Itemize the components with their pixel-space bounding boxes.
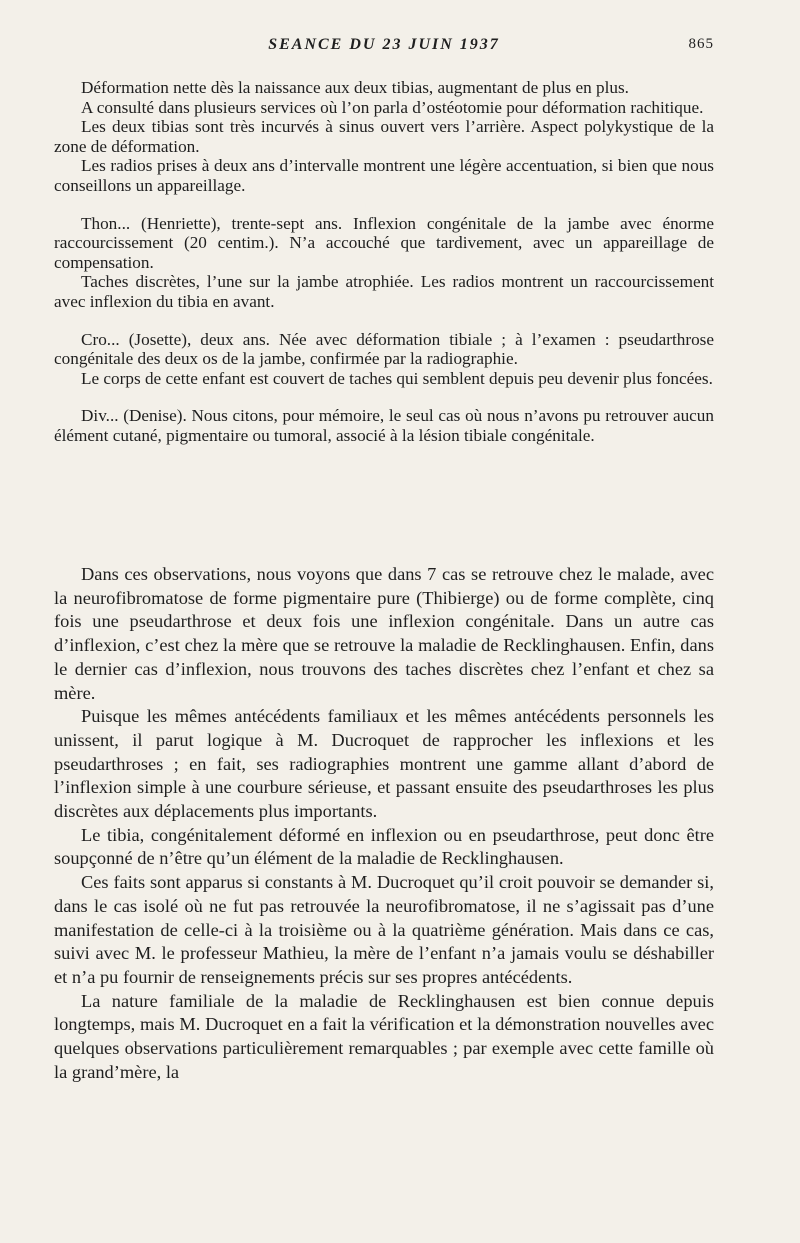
- case-4-paragraph-1: Div... (Denise). Nous citons, pour mémoire, le seul cas où nous n’avons pu retrouver aucun élément cutané, pigmentaire ou tumoral, associé à la lésion tibiale congénitale.: [54, 406, 714, 445]
- body-paragraph-1: Dans ces observations, nous voyons que dans 7 cas se retrouve chez le malade, avec la neurofibromatose de forme pigmentaire pure (Thibierge) ou de forme complète, cinq fois une pseudarthrose et deux fois une inflexion congénitale. Dans un autre cas d’inflexion, c’est chez la mère que se retrouve la maladie de Recklinghausen. Enfin, dans le dernier cas d’inflexion, nous trouvons des taches discrètes chez l’enfant et chez sa mère.: [54, 564, 714, 703]
- case-2-paragraph-2: Taches discrètes, l’une sur la jambe atrophiée. Les radios montrent un raccourcissement avec inflexion du tibia en avant.: [54, 272, 714, 311]
- case-1: [54, 78, 714, 196]
- page-number: 865: [688, 36, 714, 52]
- body-paragraph-4: Ces faits sont apparus si constants à M. Ducroquet qu’il croit pouvoir se demander si, dans le cas isolé où ne fut pas retrouvée la neurofibromatose, il ne s’agissait pas d’une manifestation de celle-ci à la troisième ou à la quatrième génération. Mais dans ce cas, suivi avec M. le professeur Mathieu, la mère de l’enfant n’a jamais voulu se déshabiller et n’a pu fournir de renseignements précis sur ses propres antécédents.: [54, 872, 714, 987]
- case-4: [54, 406, 714, 445]
- case-1-paragraph-1: Déformation nette dès la naissance aux deux tibias, augmentant de plus en plus.: [81, 78, 629, 97]
- case-3-paragraph-1: Cro... (Josette), deux ans. Née avec déformation tibiale ; à l’examen : pseudarthrose congénitale des deux os de la jambe, confirmée par la radiographie.: [54, 329, 714, 369]
- case-3: [54, 330, 714, 389]
- case-3-paragraph-2: Le corps de cette enfant est couvert de taches qui semblent depuis peu devenir plus foncées.: [81, 368, 713, 388]
- discussion-body: [54, 563, 714, 1084]
- body-paragraph-5: La nature familiale de la maladie de Recklinghausen est bien connue depuis longtemps, mais M. Ducroquet en a fait la vérification et la démonstration nouvelles avec quelques observations particulièrement remarquables ; par exemple avec cette famille où la grand’mère, la: [54, 990, 714, 1082]
- case-2-paragraph-1: Thon... (Henriette), trente-sept ans. Inflexion congénitale de la jambe avec énorme raccourcissement (20 centim.). N’a accouché que tardivement, avec un appareillage de compensation.: [54, 213, 714, 272]
- case-2: [54, 214, 714, 312]
- running-header: [54, 36, 714, 56]
- case-1-paragraph-4: Les radios prises à deux ans d’intervalle montrent une légère accentuation, si bien que nous conseillons un appareillage.: [54, 156, 714, 195]
- body-paragraph-2: Puisque les mêmes antécédents familiaux et les mêmes antécédents personnels les unissent, il parut logique à M. Ducroquet de rapprocher les inflexions et les pseudarthroses ; en fait, ses radiographies montrent une gamme allant d’abord de l’inflexion simple à une courbure sérieuse, et passant ensuite des pseudarthroses les plus discrètes aux déplacements plus importants.: [54, 706, 714, 822]
- case-1-paragraph-3: Les deux tibias sont très incurvés à sinus ouvert vers l’arrière. Aspect polykystique de la zone de déformation.: [54, 117, 714, 156]
- body-paragraph-3: Le tibia, congénitalement déformé en inflexion ou en pseudarthrose, peut donc être soupçonné de n’être qu’un élément de la maladie de Recklinghausen.: [54, 824, 714, 869]
- running-title: SEANCE DU 23 JUIN 1937: [268, 36, 500, 53]
- case-observations: [54, 78, 714, 446]
- case-1-paragraph-2: A consulté dans plusieurs services où l’on parla d’ostéotomie pour déformation rachitique.: [81, 97, 704, 117]
